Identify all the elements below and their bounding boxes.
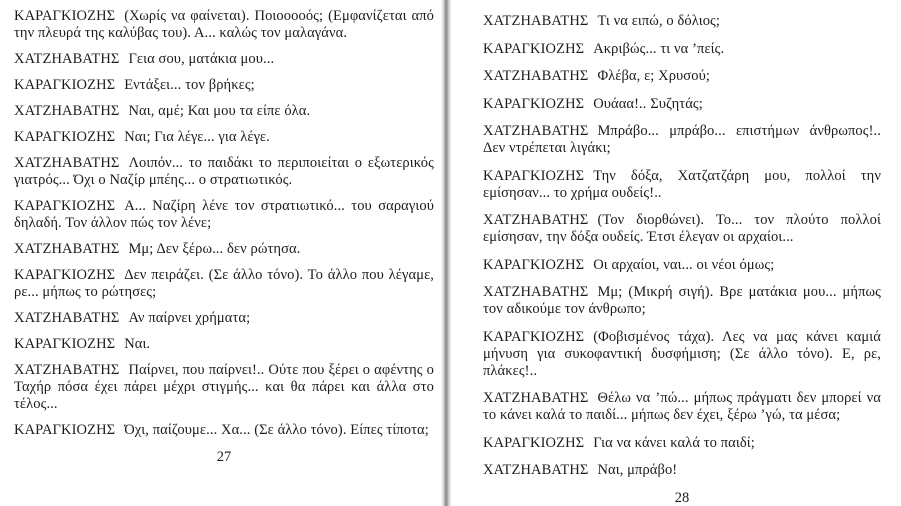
speaker-name: ΧΑΤΖΗΑΒΑΤΗΣ bbox=[14, 51, 120, 67]
speaker-name: ΚΑΡΑΓΚΙΟΖΗΣ bbox=[14, 336, 116, 352]
dialogue-line bbox=[14, 103, 434, 120]
speaker-name: ΚΑΡΑΓΚΙΟΖΗΣ bbox=[483, 40, 585, 57]
speaker-name: ΚΑΡΑΓΚΙΟΖΗΣ bbox=[483, 256, 585, 273]
dialogue-text: Παίρνει, που παίρνει!.. Ούτε που ξέρει ο αφέντης ο Ταχήρ πόσα έχει πάρει μέχρι στιγμής... και θα πάρει και άλλα στο τέλος... bbox=[14, 362, 434, 412]
dialogue-line bbox=[14, 422, 434, 439]
dialogue-text: Α... Ναζίρη λένε τον στρατιωτικό... του σαραγιού δηλαδή. Τον άλλον πώς τον λένε; bbox=[14, 198, 434, 231]
dialogue-line bbox=[14, 77, 434, 94]
dialogue-text: (Χωρίς να φαίνεται). Ποιοοοοός; (Εμφανίζεται από την πλευρά της καλύβας του). Α... καλώς τον μαλαγάνα. bbox=[14, 8, 434, 41]
speaker-name: ΧΑΤΖΗΑΒΑΤΗΣ bbox=[14, 155, 120, 171]
speaker-name: ΧΑΤΖΗΑΒΑΤΗΣ bbox=[14, 310, 120, 326]
speaker-name: ΧΑΤΖΗΑΒΑΤΗΣ bbox=[14, 362, 120, 378]
speaker-name: ΧΑΤΖΗΑΒΑΤΗΣ bbox=[483, 212, 589, 228]
dialogue-line bbox=[14, 241, 434, 258]
dialogue-left bbox=[14, 8, 434, 439]
speaker-name: ΧΑΤΖΗΑΒΑΤΗΣ bbox=[14, 241, 120, 257]
dialogue-line bbox=[483, 41, 881, 58]
speaker-name: ΚΑΡΑΓΚΙΟΖΗΣ bbox=[14, 129, 116, 145]
dialogue-line bbox=[483, 329, 881, 380]
dialogue-line bbox=[14, 198, 434, 232]
speaker-name: ΚΑΡΑΓΚΙΟΖΗΣ bbox=[483, 434, 585, 451]
dialogue-text: Μμ; Δεν ξέρω... δεν ρώτησα. bbox=[128, 241, 301, 257]
dialogue-line bbox=[14, 362, 434, 413]
speaker-name: ΚΑΡΑΓΚΙΟΖΗΣ bbox=[483, 95, 585, 112]
page-number-left: 27 bbox=[216, 449, 232, 465]
dialogue-text: Μπράβο... μπράβο... επιστήμων άνθρωπος!.. Δεν ντρέπεται λιγάκι; bbox=[483, 123, 881, 156]
dialogue-text: Ακριβώς... τι να ’πείς. bbox=[593, 40, 725, 57]
speaker-name: ΧΑΤΖΗΑΒΑΤΗΣ bbox=[483, 123, 589, 139]
dialogue-text: Γεια σου, ματάκια μου... bbox=[128, 51, 275, 67]
dialogue-text: Τι να ειπώ, ο δόλιος; bbox=[597, 13, 721, 29]
dialogue-line bbox=[483, 68, 881, 85]
dialogue-right bbox=[483, 13, 881, 479]
speaker-name: ΚΑΡΑΓΚΙΟΖΗΣ bbox=[483, 328, 585, 345]
speaker-name: ΧΑΤΖΗΑΒΑΤΗΣ bbox=[483, 462, 589, 478]
speaker-name: ΧΑΤΖΗΑΒΑΤΗΣ bbox=[483, 390, 589, 406]
page-left bbox=[14, 8, 434, 466]
dialogue-line bbox=[14, 310, 434, 327]
speaker-name: ΚΑΡΑΓΚΙΟΖΗΣ bbox=[14, 267, 116, 283]
dialogue-line bbox=[14, 155, 434, 189]
dialogue-line bbox=[14, 336, 434, 353]
dialogue-line bbox=[483, 390, 881, 424]
dialogue-line bbox=[483, 284, 881, 318]
speaker-name: ΚΑΡΑΓΚΙΟΖΗΣ bbox=[483, 167, 585, 184]
dialogue-text: Ουάαα!.. Συζητάς; bbox=[593, 95, 703, 112]
dialogue-line bbox=[14, 129, 434, 146]
speaker-name: ΧΑΤΖΗΑΒΑΤΗΣ bbox=[14, 103, 120, 119]
dialogue-line bbox=[14, 8, 434, 42]
dialogue-line bbox=[483, 168, 881, 202]
page-right bbox=[483, 13, 881, 506]
speaker-name: ΚΑΡΑΓΚΙΟΖΗΣ bbox=[14, 8, 116, 24]
dialogue-line bbox=[483, 13, 881, 30]
speaker-name: ΧΑΤΖΗΑΒΑΤΗΣ bbox=[483, 13, 589, 29]
dialogue-line bbox=[483, 257, 881, 274]
dialogue-text: Ναι; Για λέγε... για λέγε. bbox=[124, 129, 270, 145]
speaker-name: ΚΑΡΑΓΚΙΟΖΗΣ bbox=[14, 198, 116, 214]
dialogue-line bbox=[483, 462, 881, 479]
dialogue-text: Μμ; (Μικρή σιγή). Βρε ματάκια μου... μήπως τον αδικούμε τον άνθρωπο; bbox=[483, 284, 881, 317]
dialogue-text: Για να κάνει καλά το παιδί; bbox=[593, 434, 755, 451]
speaker-name: ΚΑΡΑΓΚΙΟΖΗΣ bbox=[14, 422, 116, 438]
dialogue-text: Την δόξα, Χατζατζάρη μου, πολλοί την εμίσησαν... το χρήμα ουδείς!.. bbox=[483, 167, 881, 201]
speaker-name: ΚΑΡΑΓΚΙΟΖΗΣ bbox=[14, 77, 116, 93]
page-number-right: 28 bbox=[674, 489, 690, 506]
book-spine-divider bbox=[441, 0, 452, 506]
dialogue-line bbox=[483, 435, 881, 452]
speaker-name: ΧΑΤΖΗΑΒΑΤΗΣ bbox=[483, 284, 589, 300]
dialogue-line bbox=[483, 123, 881, 157]
dialogue-text: Θέλω να ’πώ... μήπως πράγματι δεν μπορεί να το κάνει καλά το παιδί... μήπως δεν έχει, ξέρω ’γώ, τα μέσα; bbox=[483, 390, 881, 423]
dialogue-line bbox=[14, 51, 434, 68]
dialogue-text: (Φοβισμένος τάχα). Λες να μας κάνει καμιά μήνυση για συκοφαντική δυσφήμιση; (Σε άλλο τόνο). Ε, ρε, πλάκες!.. bbox=[483, 328, 881, 379]
dialogue-text: (Τον διορθώνει). Το... τον πλούτο πολλοί εμίσησαν, την δόξα ουδείς. Έτσι έλεγαν οι αρχαίοι... bbox=[483, 212, 881, 245]
dialogue-text: Εντάξει... τον βρήκες; bbox=[124, 77, 255, 93]
dialogue-line bbox=[483, 96, 881, 113]
dialogue-text: Φλέβα, ε; Χρυσού; bbox=[597, 68, 710, 84]
dialogue-line bbox=[483, 212, 881, 246]
dialogue-text: Οι αρχαίοι, ναι... οι νέοι όμως; bbox=[593, 256, 775, 273]
dialogue-text: Ναι, αμέ; Και μου τα είπε όλα. bbox=[128, 103, 311, 119]
dialogue-text: Όχι, παίζουμε... Χα... (Σε άλλο τόνο). Είπες τίποτα; bbox=[124, 422, 429, 438]
speaker-name: ΧΑΤΖΗΑΒΑΤΗΣ bbox=[483, 68, 589, 84]
dialogue-text: Δεν πειράζει. (Σε άλλο τόνο). Το άλλο που λέγαμε, ρε... μήπως το ρώτησες; bbox=[14, 267, 434, 300]
dialogue-text: Ναι, μπράβο! bbox=[597, 462, 678, 478]
dialogue-line bbox=[14, 267, 434, 301]
dialogue-text: Λοιπόν... το παιδάκι το περιποιείται ο εξωτερικός γιατρός... Όχι ο Ναζίρ μπέης... ο στρατιωτικός. bbox=[14, 155, 434, 188]
dialogue-text: Ναι. bbox=[124, 336, 151, 352]
dialogue-text: Αν παίρνει χρήματα; bbox=[128, 310, 251, 326]
